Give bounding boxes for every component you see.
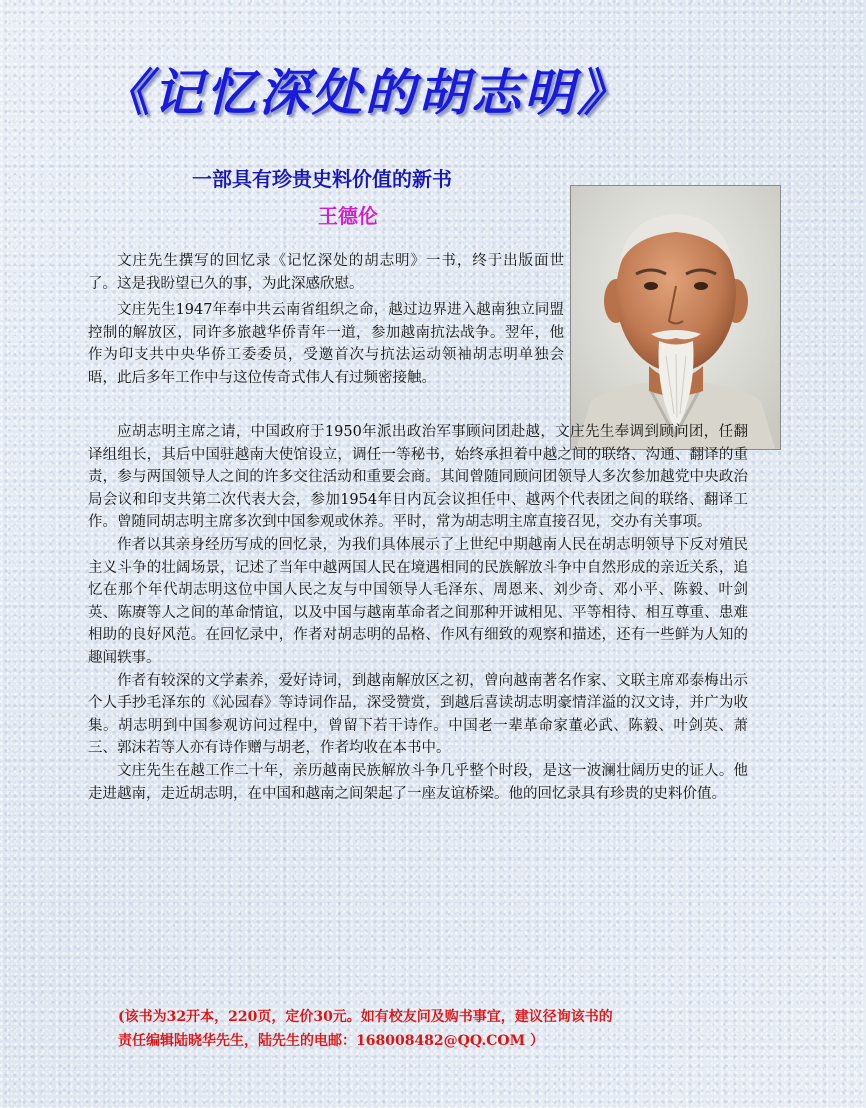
page-title: 《记忆深处的胡志明》 — [100, 63, 630, 122]
article-body-continued — [88, 421, 748, 805]
paragraph-3: 应胡志明主席之请，中国政府于1950年派出政治军事顾问团赴越，文庄先生奉调到顾问团，任翻译组组长，其后中国驻越南大使馆设立，调任一等秘书，始终承担着中越之间的联络、沟通、翻译的重责，参与两国领导人之间的许多交往活动和重要会商。其间曾随同顾问团领导人多次参加越党中央政治局会议和印支共第二次代表大会，参加1954年日内瓦会议担任中、越两个代表团之间的联络、翻译工作。曾随同胡志明主席多次到中国参观或休养。平时，常为胡志明主席直接召见，交办有关事项。 — [88, 424, 748, 531]
author-name: 王德伦 — [318, 204, 378, 228]
paragraph-3-wrap — [88, 421, 748, 534]
paragraph-2: 文庄先生1947年奉中共云南省组织之命，越过边界进入越南独立同盟控制的解放区，同许多旅越华侨青年一道，参加越南抗法战争。翌年，他作为印支共中央华侨工委委员，受邀首次与抗法运动领袖胡志明单独会晤，此后多年工作中与这位传奇式伟人有过频密接触。 — [88, 302, 564, 386]
portrait-photo — [570, 185, 781, 450]
paragraph-1: 文庄先生撰写的回忆录《记忆深处的胡志明》一书，终于出版面世了。这是我盼望已久的事，为此深感欣慰。 — [88, 253, 564, 292]
subtitle: 一部具有珍贵史料价值的新书 — [192, 167, 452, 191]
paragraph-5: 作者有较深的文学素养，爱好诗词，到越南解放区之初，曾向越南著名作家、文联主席邓泰梅出示个人手抄毛泽东的《沁园春》等诗词作品，深受赞赏，到越后喜读胡志明豪情洋溢的汉文诗，并广为收集。胡志明到中国参观访问过程中，曾留下若干诗作。中国老一辈革命家董必武、陈毅、叶剑英、萧三、郭沫若等人亦有诗作赠与胡老，作者均收在本书中。 — [88, 672, 748, 757]
purchase-note-line-2: 责任编辑陆晓华先生，陆先生的电邮：168008482@QQ.COM ） — [118, 1033, 544, 1049]
paragraph-6: 文庄先生在越工作二十年，亲历越南民族解放斗争几乎整个时段，是这一波澜壮阔历史的证人。他走进越南，走近胡志明，在中国和越南之间架起了一座友谊桥梁。他的回忆录具有珍贵的史料价值。 — [88, 762, 748, 802]
paragraph-4: 作者以其亲身经历写成的回忆录，为我们具体展示了上世纪中期越南人民在胡志明领导下反对殖民主义斗争的壮阔场景，记述了当年中越两国人民在境遇相同的民族解放斗争中自然形成的亲近关系，追忆在那个年代胡志明这位中国人民之友与中国领导人毛泽东、周恩来、刘少奇、邓小平、陈毅、叶剑英、陈赓等人之间的革命情谊，以及中国与越南革命者之间那种开诚相见、平等相待、相互尊重、患难相助的良好风范。在回忆录中，作者对胡志明的品格、作风有细致的观察和描述，还有一些鲜为人知的趣闻轶事。 — [88, 536, 748, 666]
purchase-note — [118, 1005, 758, 1053]
purchase-note-line-1: (该书为32开本，220页，定价30元。如有校友问及购书事宜，建议径询该书的 — [118, 1009, 613, 1025]
portrait-illustration — [571, 186, 780, 449]
